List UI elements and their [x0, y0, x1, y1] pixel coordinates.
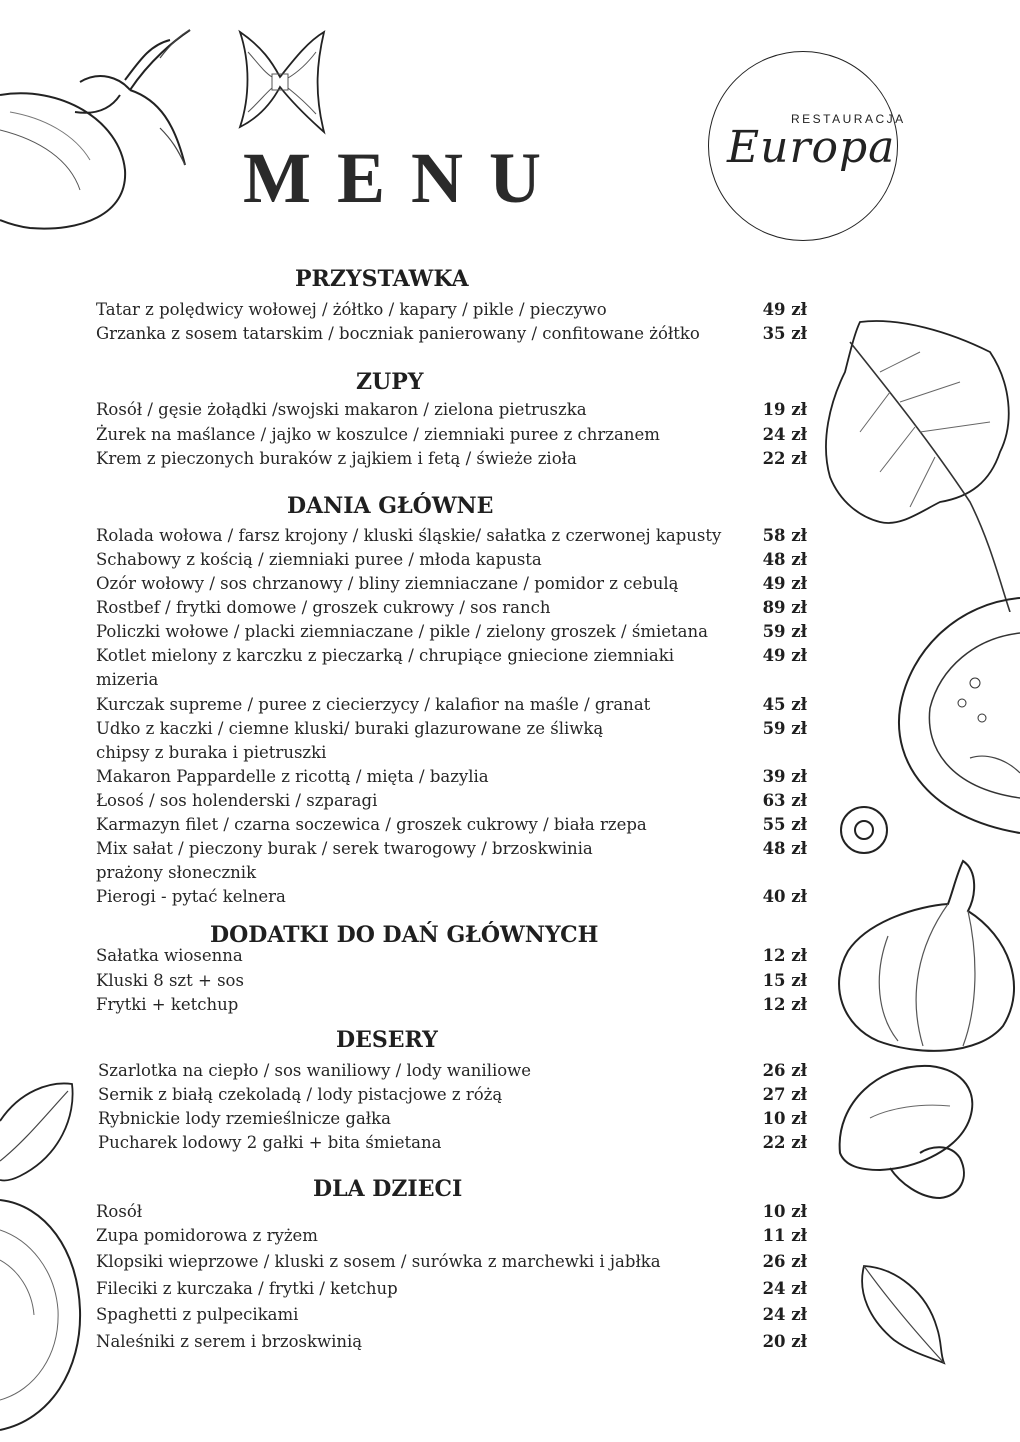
mushroom-illustration	[830, 1058, 980, 1208]
menu-item-continuation: chipsy z buraka i pietruszki	[96, 743, 327, 762]
section-title-zupy: ZUPY	[356, 369, 424, 395]
menu-item: Rosół / gęsie żołądki /swojski makaron / zielona pietruszka	[96, 400, 587, 419]
section-title-desery: DESERY	[336, 1027, 438, 1053]
menu-item: Karmazyn filet / czarna soczewica / groszek cukrowy / biała rzepa	[96, 815, 647, 834]
menu-item-price: 24 zł	[762, 425, 807, 444]
menu-item-price: 12 zł	[762, 946, 807, 965]
menu-item: Łosoś / sos holenderski / szparagi	[96, 791, 378, 810]
menu-item: Szarlotka na ciepło / sos waniliowy / lody waniliowe	[98, 1061, 532, 1080]
menu-item: Ozór wołowy / sos chrzanowy / bliny ziemniaczane / pomidor z cebulą	[96, 574, 679, 593]
menu-item: Schabowy z kością / ziemniaki puree / młoda kapusta	[96, 550, 542, 569]
menu-item-price: 15 zł	[762, 971, 807, 990]
onion-illustration	[0, 1190, 85, 1440]
menu-item: Tatar z polędwicy wołowej / żółtko / kapary / pikle / pieczywo	[96, 300, 607, 319]
menu-title: MENU	[243, 138, 567, 218]
menu-item-price: 48 zł	[762, 550, 807, 569]
section-title-dania-glowne: DANIA GŁÓWNE	[287, 493, 494, 519]
menu-item-continuation: prażony słonecznik	[96, 863, 257, 882]
menu-item: Krem z pieczonych buraków z jajkiem i fetą / świeże zioła	[96, 449, 577, 468]
menu-item: Kotlet mielony z karczku z pieczarką / chrupiące gniecione ziemniaki	[96, 646, 675, 665]
menu-item-price: 22 zł	[762, 449, 807, 468]
menu-item: Policzki wołowe / placki ziemniaczane / pikle / zielony groszek / śmietana	[96, 622, 708, 641]
menu-item-price: 19 zł	[762, 400, 807, 419]
menu-item-price: 55 zł	[762, 815, 807, 834]
menu-item-price: 48 zł	[762, 839, 807, 858]
menu-item: Sernik z białą czekoladą / lody pistacjowe z różą	[98, 1085, 503, 1104]
section-title-dodatki: DODATKI DO DAŃ GŁÓWNYCH	[210, 922, 599, 948]
menu-item: Spaghetti z pulpecikami	[96, 1305, 299, 1324]
menu-item-price: 20 zł	[762, 1332, 807, 1351]
menu-item-price: 12 zł	[762, 995, 807, 1014]
section-title-dla-dzieci: DLA DZIECI	[313, 1176, 463, 1202]
menu-item-price: 35 zł	[762, 324, 807, 343]
garlic-illustration	[828, 856, 1020, 1056]
menu-item: Grzanka z sosem tatarskim / boczniak panierowany / confitowane żółtko	[96, 324, 700, 343]
menu-item: Fileciki z kurczaka / frytki / ketchup	[96, 1279, 398, 1298]
logo-restauracja-text: RESTAURACJA	[791, 112, 906, 126]
tomato-illustration	[0, 0, 200, 235]
olive-illustration	[836, 800, 896, 860]
menu-item-price: 22 zł	[762, 1133, 807, 1152]
menu-item-price: 39 zł	[762, 767, 807, 786]
menu-item-price: 59 zł	[762, 719, 807, 738]
menu-item-price: 26 zł	[762, 1061, 807, 1080]
menu-item: Naleśniki z serem i brzoskwinią	[96, 1332, 363, 1351]
menu-item-price: 63 zł	[762, 791, 807, 810]
menu-item-price: 10 zł	[762, 1202, 807, 1221]
menu-item-price: 24 zł	[762, 1279, 807, 1298]
menu-item: Pierogi - pytać kelnera	[96, 887, 286, 906]
menu-item-price: 89 zł	[762, 598, 807, 617]
menu-item-price: 45 zł	[762, 695, 807, 714]
menu-item-continuation: mizeria	[96, 670, 159, 689]
menu-item-price: 27 zł	[762, 1085, 807, 1104]
menu-item: Rostbef / frytki domowe / groszek cukrowy / sos ranch	[96, 598, 551, 617]
restaurant-logo	[708, 51, 906, 241]
parsley-illustration	[820, 312, 1020, 612]
menu-item: Kluski 8 szt + sos	[96, 971, 244, 990]
menu-item: Frytki + ketchup	[96, 995, 239, 1014]
menu-item: Zupa pomidorowa z ryżem	[96, 1226, 318, 1245]
farfalle-pasta-illustration	[232, 22, 332, 142]
menu-item-price: 11 zł	[762, 1226, 807, 1245]
menu-item: Kurczak supreme / puree z ciecierzycy / kalafior na maśle / granat	[96, 695, 651, 714]
herb-leaf-illustration	[852, 1258, 952, 1368]
menu-item: Udko z kaczki / ciemne kluski/ buraki glazurowane ze śliwką	[96, 719, 604, 738]
menu-item: Rolada wołowa / farsz krojony / kluski śląskie/ sałatka z czerwonej kapusty	[96, 526, 722, 545]
menu-item: Makaron Pappardelle z ricottą / mięta / bazylia	[96, 767, 489, 786]
menu-item: Rosół	[96, 1202, 143, 1221]
menu-item-price: 40 zł	[762, 887, 807, 906]
menu-item-price: 26 zł	[762, 1252, 807, 1271]
menu-item-price: 49 zł	[762, 646, 807, 665]
menu-item-price: 24 zł	[762, 1305, 807, 1324]
basil-leaf-illustration	[0, 1076, 80, 1186]
menu-item: Mix sałat / pieczony burak / serek twarogowy / brzoskwinia	[96, 839, 593, 858]
menu-item: Żurek na maślance / jajko w koszulce / ziemniaki puree z chrzanem	[96, 425, 660, 444]
section-title-przystawka: PRZYSTAWKA	[295, 266, 469, 292]
menu-item-price: 10 zł	[762, 1109, 807, 1128]
menu-item-price: 58 zł	[762, 526, 807, 545]
logo-europa-text: Europa	[727, 122, 896, 173]
menu-item-price: 59 zł	[762, 622, 807, 641]
menu-item: Rybnickie lody rzemieślnicze gałka	[98, 1109, 391, 1128]
menu-item: Pucharek lodowy 2 gałki + bita śmietana	[98, 1133, 442, 1152]
menu-item: Klopsiki wieprzowe / kluski z sosem / surówka z marchewki i jabłka	[96, 1252, 661, 1271]
menu-item-price: 49 zł	[762, 574, 807, 593]
menu-item-price: 49 zł	[762, 300, 807, 319]
menu-item: Sałatka wiosenna	[96, 946, 243, 965]
